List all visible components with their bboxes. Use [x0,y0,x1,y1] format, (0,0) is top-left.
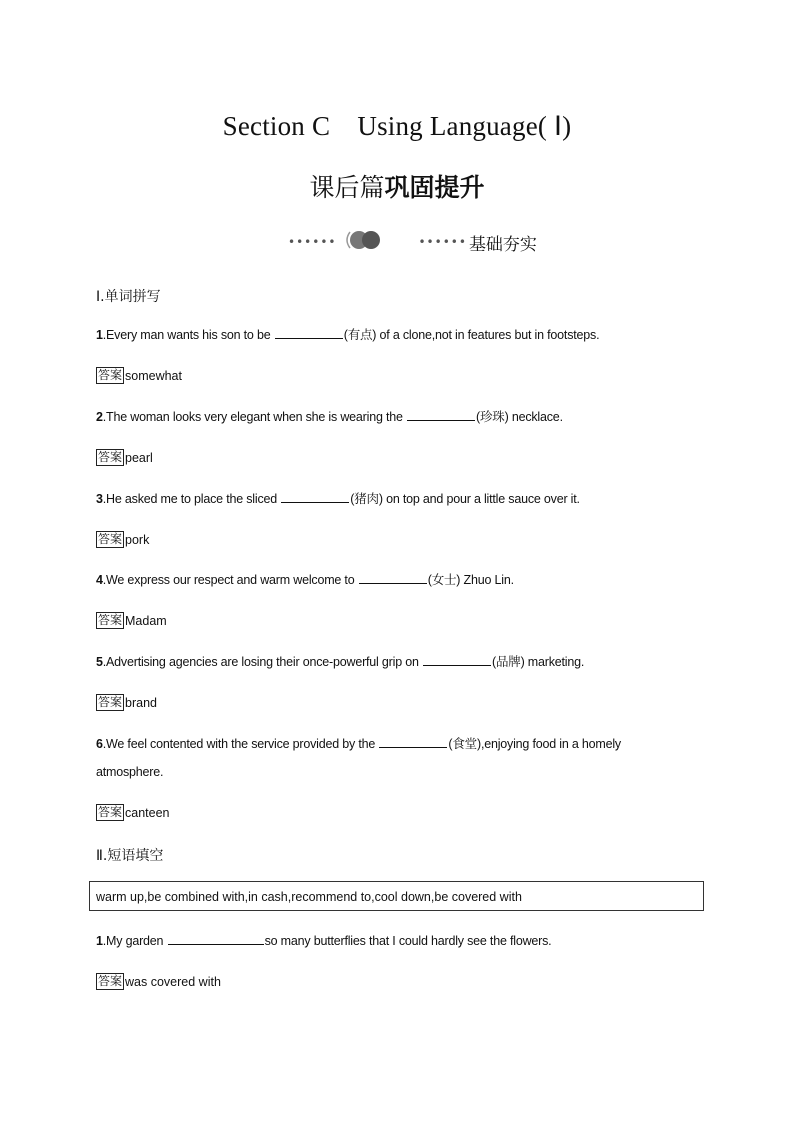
question-1: 1.Every man wants his son to be (有点) of a clone,not in features but in footsteps. [96,328,600,342]
answer-tag: 答案 [98,368,123,382]
answer-tag: 答案 [98,613,123,627]
answer-3: 答案 pork [98,532,150,547]
page-title: Section C Using Language( Ⅰ) [222,111,572,141]
answer-4: 答案 Madam [98,613,167,628]
answer-tag: 答案 [98,450,123,464]
banner-dots-right: •••••• [418,235,467,249]
answer-tag: 答案 [98,532,123,546]
answer-blank [275,326,343,339]
part1-heading: Ⅰ.单词拼写 [96,289,161,305]
answer-1: 答案 somewhat [98,368,182,383]
question-2: 2.The woman looks very elegant when she is wearing the (珍珠) necklace. [96,410,563,424]
banner-dots-left: •••••• [288,235,337,249]
question-6: 6.We feel contented with the service provided by the (食堂),enjoying food in a homely atmosphere. [96,737,621,779]
question-4: 4.We express our respect and warm welcome to (女士) Zhuo Lin. [96,573,514,587]
answer-tag: 答案 [98,695,123,709]
answer-6: 答案 canteen [98,805,170,820]
answer-blank [359,571,427,584]
answer-tag: 答案 [98,805,123,819]
question-3: 3.He asked me to place the sliced (猪肉) on top and pour a little sauce over it. [96,492,580,506]
page-subtitle [0,168,794,204]
part2-answer-1: 答案 was covered with [98,974,221,989]
answer-5: 答案 brand [98,695,157,710]
question-5: 5.Advertising agencies are losing their once-powerful grip on (品牌) marketing. [96,655,585,669]
answer-blank [281,490,349,503]
part2-question-1: 1.My garden so many butterflies that I could hardly see the flowers. [96,934,552,948]
answer-blank [168,932,264,945]
answer-blank [423,653,491,666]
answer-tag: 答案 [98,974,123,988]
answer-blank [379,735,447,748]
banner-label: 基础夯实 [468,234,537,255]
phrase-box: warm up,be combined with,in cash,recommend to,cool down,be covered with [89,881,704,911]
subtitle-bold: 巩固提升 [384,173,485,202]
part2-heading: Ⅱ.短语填空 [96,848,164,864]
double-circle-icon [342,228,384,257]
subtitle-light: 课后篇 [309,173,385,202]
section-banner [288,229,537,255]
answer-blank [407,408,475,421]
answer-2: 答案 pearl [98,450,153,465]
